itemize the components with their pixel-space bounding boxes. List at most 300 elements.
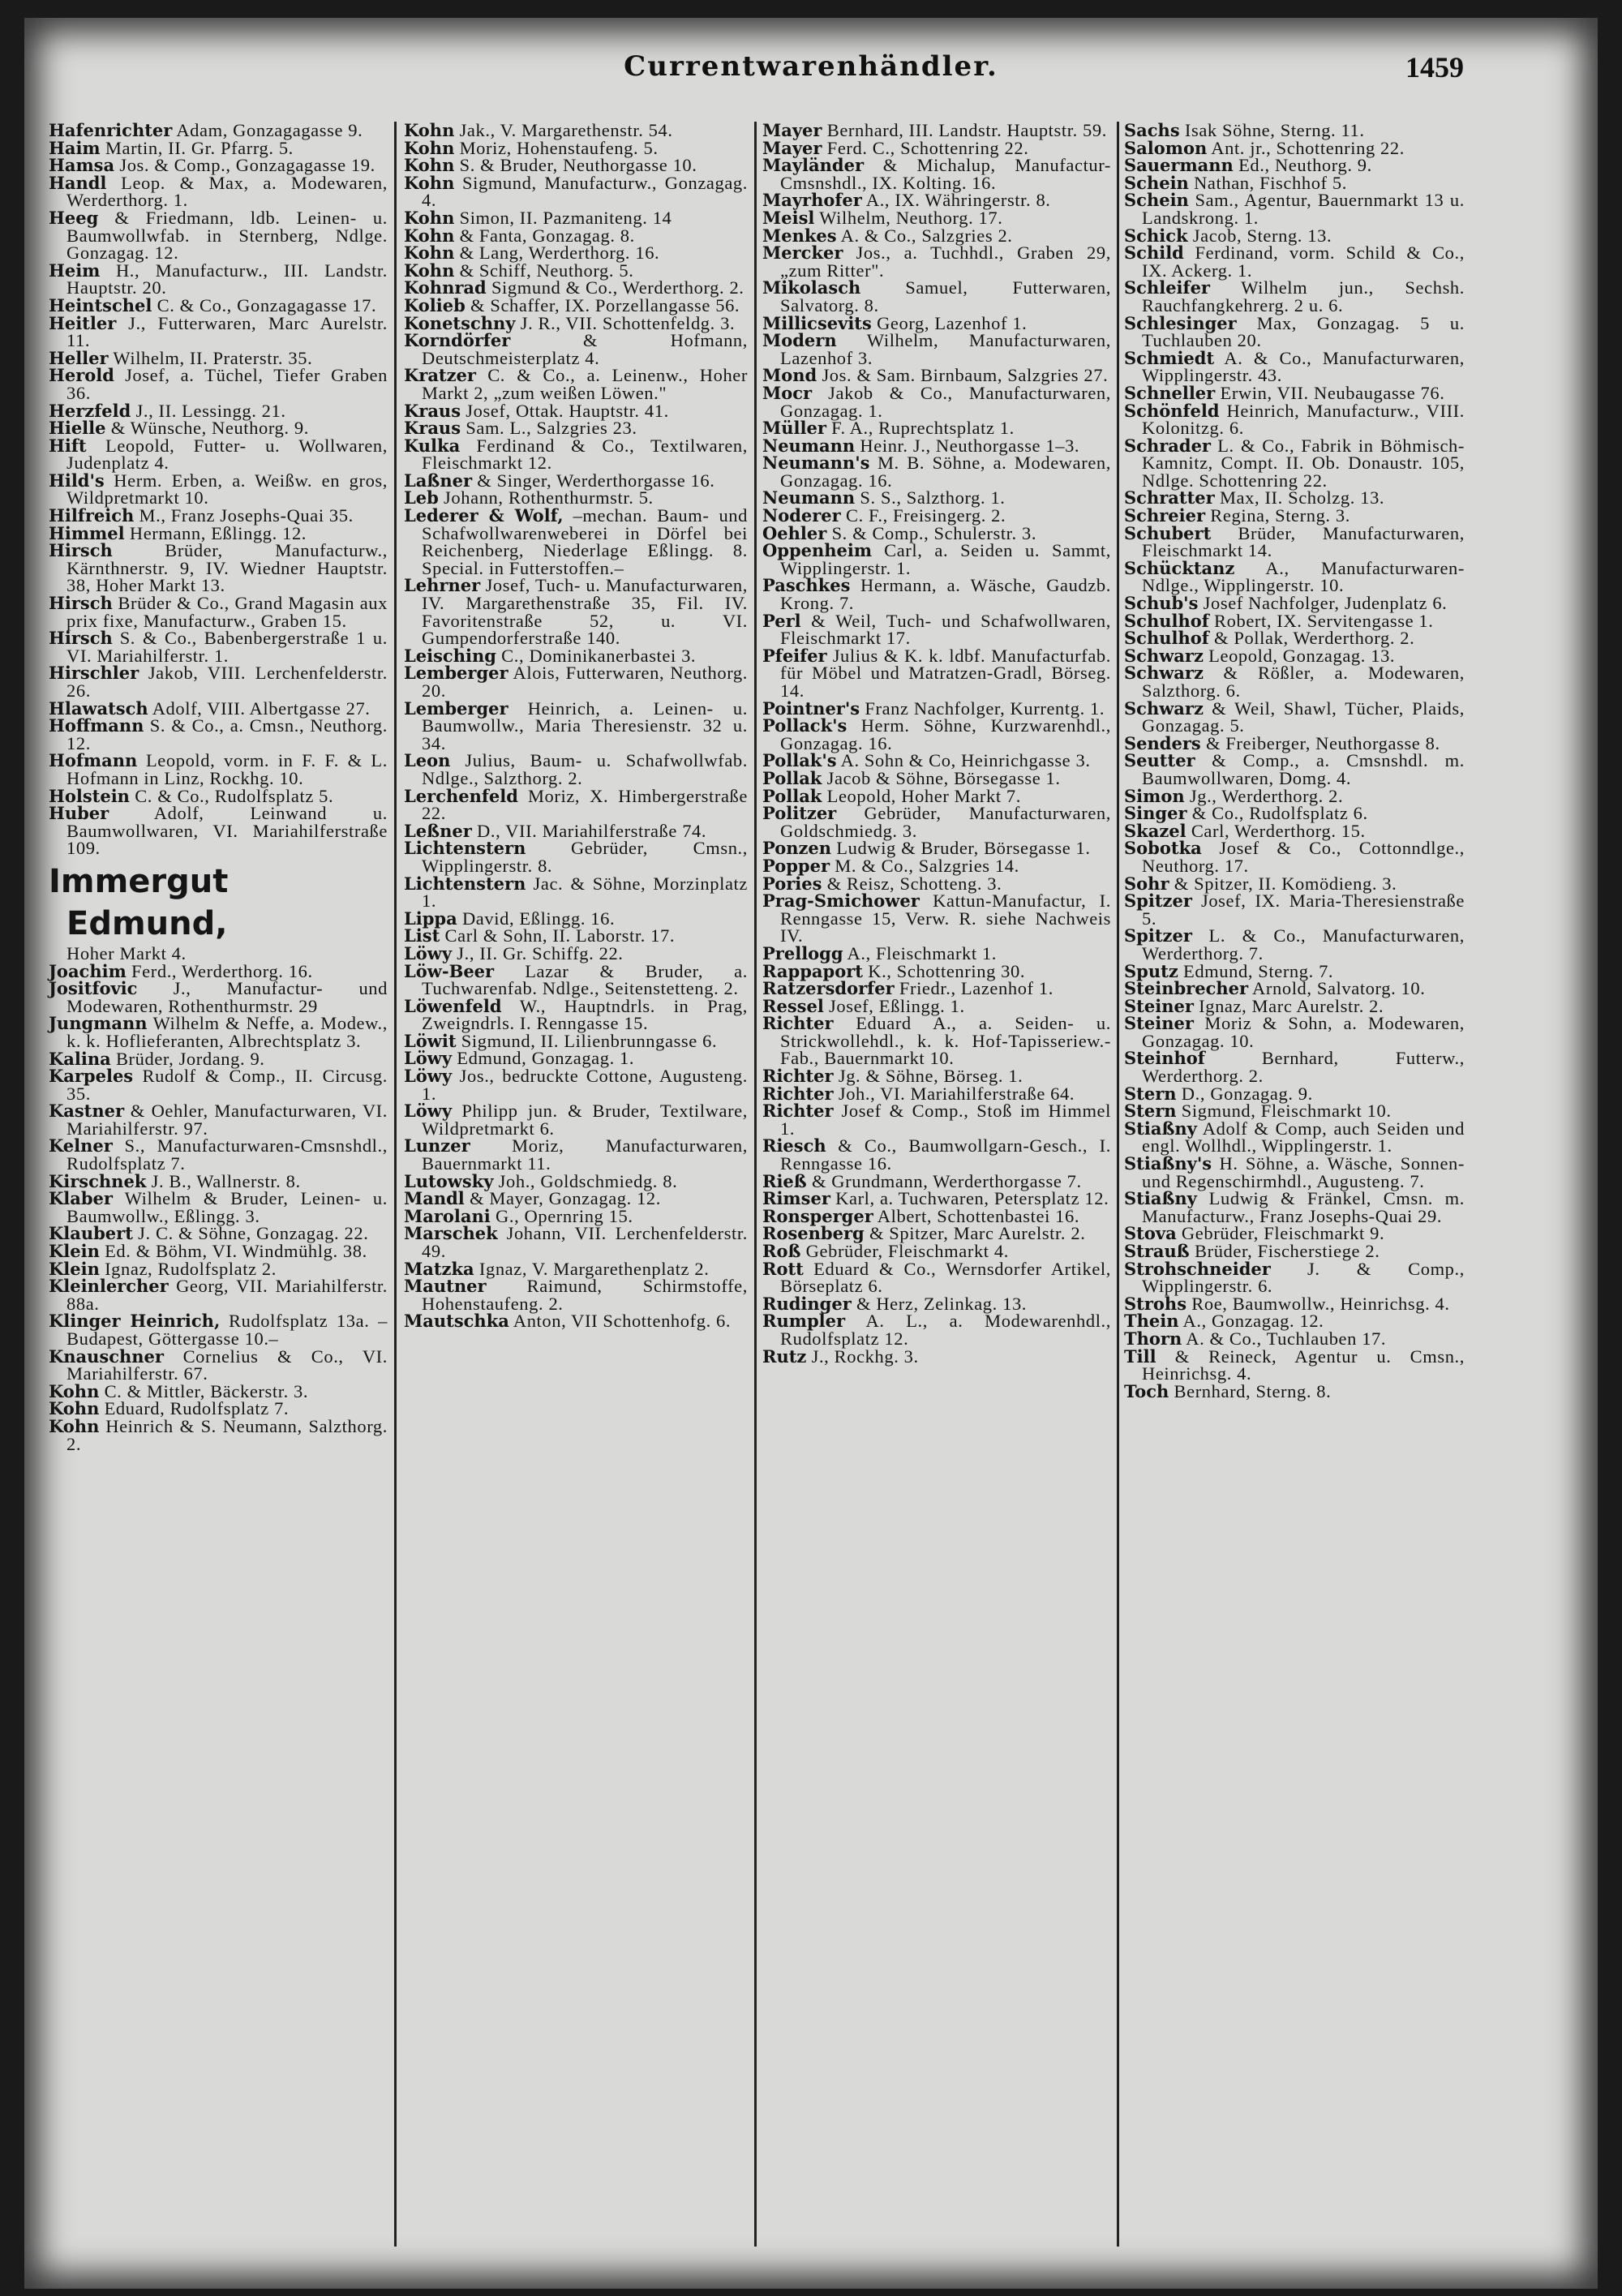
- directory-entry: [49, 1190, 388, 1225]
- entry-details: Julius & K. k. ldbf. Manufacturfab. für Möbel und Matratzen-Gradl, Börseg. 14.: [780, 645, 1111, 701]
- entry-details: & Weil, Tuch- und Schafwollwaren, Fleischmarkt 17.: [780, 610, 1111, 649]
- entry-name: Roß: [762, 1241, 801, 1261]
- section-title: Currentwarenhändler.: [624, 50, 998, 83]
- entry-name: Schleifer: [1124, 277, 1210, 298]
- directory-entry: [762, 279, 1111, 314]
- entry-details: Eduard, Rudolfsplatz 7.: [104, 1398, 290, 1419]
- entry-details: Heinrich, a. Leinen- u. Baumwollw., Maria Theresienstr. 32 u. 34.: [422, 697, 748, 753]
- entry-name: Steiner: [1124, 1013, 1194, 1034]
- directory-entry: [404, 419, 748, 437]
- entry-details: & Singer, Werderthorgasse 16.: [477, 470, 715, 491]
- directory-entry: [1124, 1345, 1465, 1384]
- directory-entry: [762, 542, 1111, 577]
- entry-name: Pollak's: [762, 750, 837, 771]
- entry-details: S. & Comp., Schulerstr. 3.: [831, 522, 1037, 543]
- entry-details: Julius, Baum- u. Schafwollwfab. Ndlge., Salzthorg. 2.: [422, 750, 749, 788]
- entry-details: Erwin, VII. Neubaugasse 76.: [1220, 382, 1445, 403]
- entry-details: S. & Co., a. Cmsn., Neuthorg. 12.: [67, 715, 388, 753]
- entry-details: Ignaz, Marc Aurelstr. 2.: [1199, 995, 1384, 1016]
- entry-details: L. & Co., Manufacturwaren, Werderthorg. 7.: [1142, 925, 1465, 963]
- entry-details: Lazar & Bruder, a. Tuchwarenfab. Ndlge., Seitenstetteng. 2.: [422, 960, 748, 999]
- entry-details: & Lang, Werderthorg. 16.: [459, 242, 660, 264]
- entry-name: Strohschneider: [1124, 1258, 1271, 1279]
- entry-name: Kohn: [49, 1380, 100, 1401]
- directory-entry: [404, 437, 748, 472]
- entry-details: Rudolf & Comp., II. Circusg. 35.: [67, 1066, 388, 1104]
- entry-name: Strauß: [1124, 1241, 1190, 1261]
- entry-details: Isak Söhne, Sterng. 11.: [1184, 120, 1365, 140]
- directory-entry: [404, 402, 748, 420]
- directory-entry: [49, 294, 388, 315]
- entry-name: Mayer: [762, 120, 822, 140]
- directory-entry: [1124, 839, 1465, 874]
- entry-details: & Freiberger, Neuthorgasse 8.: [1205, 732, 1440, 753]
- entry-name: Mikolasch: [762, 277, 861, 298]
- entry-details: Martin, II. Gr. Pfarrg. 5.: [105, 137, 294, 158]
- entry-name: Simon: [1124, 785, 1185, 806]
- directory-entry: [49, 542, 388, 594]
- column-divider: [1117, 122, 1119, 2247]
- directory-entry: [762, 980, 1111, 998]
- entry-details: A. Sohn & Co, Heinrichgasse 3.: [840, 750, 1091, 771]
- entry-details: Brüder, Manufacturwaren, Fleischmarkt 14.: [1142, 522, 1465, 561]
- directory-entry: [762, 612, 1111, 647]
- entry-details: Bernhard, III. Landstr. Hauptstr. 59.: [826, 120, 1107, 140]
- entry-details: Ferd. C., Schottenring 22.: [826, 137, 1029, 158]
- entry-details: S. & Bruder, Neuthorgasse 10.: [459, 155, 697, 176]
- entry-details: J., II. Lessingg. 21.: [135, 400, 286, 421]
- entry-name: Schild: [1124, 242, 1184, 264]
- entry-details: Regina, Sterng. 3.: [1210, 505, 1350, 526]
- directory-entry: [49, 1312, 388, 1347]
- entry-details: Jg., Werderthorg. 2.: [1189, 785, 1344, 806]
- directory-entry: [49, 1170, 388, 1191]
- directory-entry: [1124, 279, 1465, 314]
- entry-name: Strohs: [1124, 1293, 1187, 1314]
- entry-details: Josef, Ottak. Hauptstr. 41.: [466, 400, 669, 421]
- directory-entry: [404, 1260, 748, 1278]
- entry-details: & Michalup, Manufactur-Cmsnshdl., IX. Kolting. 16.: [780, 155, 1112, 193]
- entry-name: Rimser: [762, 1188, 830, 1209]
- entry-details: Brüder, Manufacturw., Kärnthnerstr. 9, IV. Wiedner Hauptstr. 38, Hoher Markt 13.: [67, 540, 388, 596]
- directory-entry: [49, 785, 388, 806]
- entry-name: Richter: [762, 1013, 834, 1034]
- directory-entry: [404, 822, 748, 840]
- entry-details: A. & Co., Salzgries 2.: [840, 225, 1013, 246]
- directory-entry: [404, 647, 748, 665]
- entry-name: Herold: [49, 365, 114, 386]
- directory-entry: [762, 419, 1111, 437]
- entry-name: Joachim: [49, 960, 127, 981]
- directory-entry: [762, 892, 1111, 945]
- entry-name: Heim: [49, 260, 101, 281]
- entry-details: & Reineck, Agentur u. Cmsn., Heinrichsg. 4.: [1142, 1345, 1465, 1384]
- directory-entry: [404, 1137, 748, 1172]
- entry-details: Josef & Comp., Stoß im Himmel 1.: [780, 1101, 1111, 1139]
- directory-entry: [49, 1345, 388, 1384]
- directory-column-1: [49, 122, 388, 2247]
- entry-name: Kleinlercher: [49, 1276, 169, 1297]
- directory-entry: [404, 960, 748, 999]
- directory-entry: [762, 942, 1111, 963]
- directory-entry: [404, 507, 748, 577]
- entry-name: Richter: [762, 1101, 834, 1122]
- entry-details: & Hofmann, Deutschmeisterplatz 4.: [422, 330, 748, 368]
- directory-entry: [762, 122, 1111, 139]
- entry-name: Kohn: [404, 120, 455, 140]
- entry-details: J. & Comp., Wipplingerstr. 6.: [1142, 1258, 1465, 1297]
- entry-details: & Herz, Zelinkag. 13.: [856, 1293, 1028, 1314]
- directory-entry: [1124, 139, 1465, 157]
- entry-details: G., Opernring 15.: [496, 1205, 633, 1226]
- directory-entry: [1124, 312, 1465, 351]
- entry-name: Mautner: [404, 1276, 487, 1297]
- entry-name: Menkes: [762, 225, 837, 246]
- directory-entry: [404, 472, 748, 490]
- directory-entry: [404, 839, 748, 874]
- entry-name: Müller: [762, 418, 826, 439]
- entry-details: Josef, Eßlingg. 1.: [829, 995, 965, 1016]
- directory-entry: [49, 1015, 388, 1049]
- entry-details: & Comp., a. Cmsnshdl. m. Baumwollwaren, Domg. 4.: [1142, 750, 1465, 788]
- entry-name: Leisching: [404, 645, 496, 666]
- directory-entry: [1124, 785, 1465, 806]
- directory-entry: [49, 209, 388, 262]
- directory-entry: [1124, 1380, 1465, 1401]
- directory-entry: [49, 1050, 388, 1068]
- directory-entry: [404, 664, 748, 699]
- directory-entry: [1124, 1330, 1465, 1348]
- directory-entry: [404, 927, 748, 945]
- directory-entry: [404, 157, 748, 174]
- entry-details: Leopold, Gonzagag. 13.: [1208, 645, 1396, 666]
- directory-entry: [762, 697, 1111, 719]
- directory-entry: [404, 174, 748, 209]
- entry-details: Josef, IX. Maria-Theresienstraße 5.: [1142, 891, 1465, 929]
- entry-name: Kraus: [404, 418, 461, 439]
- entry-details: Eduard A., a. Seiden- u. Strickwollehdl., k. k. Hof-Tapisseriew.-Fab., Bauernmarkt 10.: [780, 1013, 1111, 1069]
- entry-details: Brüder & Co., Grand Magasin aux prix fixe, Manufacturw., Graben 15.: [67, 593, 388, 631]
- entry-details: J. C. & Söhne, Gonzagag. 22.: [138, 1223, 369, 1244]
- entry-name: Hafenrichter: [49, 120, 173, 140]
- entry-details: Sigmund & Co., Werderthorg. 2.: [491, 277, 744, 298]
- entry-name: Thorn: [1124, 1328, 1182, 1349]
- directory-entry: [1124, 594, 1465, 612]
- directory-entry: [762, 209, 1111, 227]
- entry-name: Holstein: [49, 785, 130, 806]
- entry-details: & Schiff, Neuthorg. 5.: [459, 260, 634, 281]
- entry-name: Schein: [1124, 190, 1189, 211]
- entry-name: Lichtenstern: [404, 873, 526, 894]
- directory-entry: [762, 312, 1111, 333]
- directory-entry: [762, 244, 1111, 279]
- entry-details: Robert, IX. Servitengasse 1.: [1214, 610, 1434, 631]
- directory-entry: [762, 1067, 1111, 1085]
- entry-name: Schratter: [1124, 487, 1215, 509]
- directory-entry: [404, 332, 748, 367]
- entry-details: Gebrüder, Cmsn., Wipplingerstr. 8.: [422, 838, 748, 876]
- entry-name: Thein: [1124, 1311, 1179, 1332]
- column-divider: [394, 122, 397, 2247]
- column-divider: [754, 122, 757, 2247]
- entry-details: Jos. & Comp., Gonzagagasse 19.: [119, 155, 375, 176]
- entry-details: Roe, Baumwollw., Heinrichsg. 4.: [1191, 1293, 1450, 1314]
- entry-name: Ratzersdorfer: [762, 978, 895, 999]
- entry-name: Hamsa: [49, 155, 115, 176]
- entry-name: Lederer & Wolf,: [404, 505, 564, 526]
- entry-name: Kalina: [49, 1048, 111, 1069]
- entry-name: Kratzer: [404, 365, 476, 386]
- entry-name: Löwy: [404, 942, 453, 963]
- directory-entry: [762, 332, 1111, 367]
- directory-entry: [1124, 980, 1465, 998]
- entry-name: Kohn: [404, 207, 455, 228]
- entry-name: Mautschka: [404, 1311, 509, 1332]
- directory-entry: [762, 1295, 1111, 1313]
- entry-details: Edmund, Gonzagag. 1.: [457, 1048, 635, 1069]
- entry-name: Marolani: [404, 1205, 491, 1226]
- entry-name: Huber: [49, 803, 109, 824]
- directory-entry: [1124, 1048, 1465, 1087]
- entry-name: Heitler: [49, 312, 117, 333]
- directory-entry: [49, 1380, 388, 1401]
- entry-name: Schulhof: [1124, 628, 1209, 649]
- entry-name: Steinhof: [1124, 1048, 1205, 1069]
- entry-name: Salomon: [1124, 137, 1208, 158]
- directory-entry: [49, 174, 388, 209]
- entry-details: Johann, Rothenthurmstr. 5.: [444, 487, 654, 509]
- entry-name: Knauschner: [49, 1345, 164, 1367]
- entry-name: Hlawatsch: [49, 697, 148, 719]
- entry-name: Konetschny: [404, 312, 516, 333]
- entry-name: Lichtenstern: [404, 838, 526, 859]
- entry-name: Heeg: [49, 207, 99, 228]
- entry-details: Ferdinand, vorm. Schild & Co., IX. Ackerg. 1.: [1142, 242, 1465, 281]
- directory-entry: [1124, 697, 1465, 736]
- directory-entry: [49, 347, 388, 368]
- directory-entry: [404, 122, 748, 139]
- directory-entry: [1124, 522, 1465, 561]
- entry-name: List: [404, 925, 440, 946]
- entry-details: Johann, VII. Lerchenfelderstr. 49.: [422, 1223, 748, 1261]
- entry-details: Bernhard, Futterw., Werderthorg. 2.: [1142, 1048, 1465, 1087]
- entry-name: Hift: [49, 435, 87, 456]
- entry-details: Eduard & Co., Wernsdorfer Artikel, Börseplatz 6.: [780, 1258, 1111, 1297]
- entry-details: M. & Co., Salzgries 14.: [835, 855, 1019, 876]
- entry-details: Josef Nachfolger, Judenplatz 6.: [1203, 593, 1448, 614]
- entry-details: Ed., Neuthorg. 9.: [1238, 155, 1372, 176]
- entry-name: Rumpler: [762, 1311, 846, 1332]
- entry-name: Kraus: [404, 400, 461, 421]
- entry-name: Kelner: [49, 1135, 113, 1157]
- directory-entry: [49, 1102, 388, 1137]
- entry-details: M. B. Söhne, a. Modewaren, Gonzagag. 16.: [780, 453, 1111, 491]
- directory-entry: [1124, 960, 1465, 981]
- directory-entry: [49, 697, 388, 719]
- entry-name: Kohn: [49, 1398, 100, 1419]
- entry-name: Mayländer: [762, 155, 865, 176]
- directory-entry: [762, 522, 1111, 543]
- entry-details: Herm. Söhne, Kurzwarenhdl., Gonzagag. 16.: [780, 715, 1111, 753]
- entry-name: Lutowsky: [404, 1170, 494, 1191]
- entry-details: Jakob, VIII. Lerchenfelderstr. 26.: [67, 663, 388, 701]
- entry-name: Ressel: [762, 995, 824, 1016]
- entry-details: Leopold, vorm. in F. F. & L. Hofmann in Linz, Rockhg. 10.: [67, 750, 388, 788]
- directory-entry: [762, 1312, 1111, 1347]
- entry-details: & Reisz, Schotteng. 3.: [826, 873, 1002, 894]
- directory-entry: [762, 437, 1111, 455]
- directory-entry: [1124, 822, 1465, 840]
- directory-entry: [404, 244, 748, 262]
- entry-details: Arnold, Salvatorg. 10.: [1252, 978, 1426, 999]
- entry-details: Heinrich & S. Neumann, Salzthorg. 2.: [67, 1415, 388, 1454]
- entry-name: Löwit: [404, 1030, 457, 1051]
- directory-entry: [404, 785, 748, 824]
- entry-details: Adolf, VIII. Albertgasse 27.: [152, 697, 371, 719]
- entry-details: A., IX. Währingerstr. 8.: [865, 190, 1051, 211]
- directory-entry: [1124, 629, 1465, 647]
- directory-entry: [1124, 1155, 1465, 1190]
- directory-entry: [762, 1242, 1111, 1260]
- entry-name: Hoffmann: [49, 715, 144, 736]
- entry-name: Kolieb: [404, 294, 466, 315]
- entry-details: Anton, VII Schottenhofg. 6.: [513, 1311, 732, 1332]
- directory-entry: [1124, 927, 1465, 962]
- directory-entry: [404, 1277, 748, 1312]
- entry-details: Georg, Lazenhof 1.: [877, 312, 1028, 333]
- entry-details: Sigmund, Fleischmarkt 10.: [1181, 1101, 1392, 1122]
- entry-name: Kirschnek: [49, 1170, 147, 1191]
- directory-entry: [49, 472, 388, 507]
- entry-name: Skazel: [1124, 820, 1186, 841]
- entry-details: F. A., Ruprechtsplatz 1.: [831, 418, 1015, 439]
- entry-name: Kohn: [404, 260, 455, 281]
- entry-details: & Rößler, a. Modewaren, Salzthorg. 6.: [1142, 663, 1465, 701]
- entry-name: Leon: [404, 750, 451, 771]
- entry-details: Adolf & Comp, auch Seiden und engl. Wollhdl., Wipplingerstr. 1.: [1142, 1118, 1465, 1157]
- directory-entry: [49, 594, 388, 629]
- entry-details: Franz Nachfolger, Kurrentg. 1.: [865, 697, 1105, 719]
- entry-name: Steiner: [1124, 995, 1194, 1016]
- directory-entry: [404, 279, 748, 297]
- directory-entry: [404, 262, 748, 280]
- entry-name: Schubert: [1124, 522, 1212, 543]
- directory-entry: [762, 191, 1111, 209]
- entry-name: Mayer: [762, 137, 822, 158]
- entry-name: Hilfreich: [49, 505, 135, 526]
- entry-details: H., Manufacturw., III. Landstr. Hauptstr. 20.: [67, 260, 388, 298]
- directory-entry: [1124, 1312, 1465, 1330]
- entry-name: Rosenberg: [762, 1223, 865, 1244]
- entry-details: S. & Co., Babenbergerstraße 1 u. VI. Mariahilferstr. 1.: [67, 628, 388, 666]
- directory-entry: [404, 575, 748, 649]
- directory-entry: [762, 367, 1111, 384]
- entry-details: Sigmund, II. Lilienbrunngasse 6.: [461, 1030, 718, 1051]
- directory-entry: [404, 697, 748, 753]
- directory-entry: [49, 860, 388, 963]
- entry-name: Löwy: [404, 1101, 453, 1122]
- entry-name: Sobotka: [1124, 838, 1202, 859]
- entry-name: Richter: [762, 1083, 834, 1104]
- entry-details: & Wünsche, Neuthorg. 9.: [110, 418, 309, 439]
- entry-details: Albert, Schottenbastei 16.: [877, 1205, 1080, 1226]
- entry-name: Klinger Heinrich,: [49, 1311, 221, 1332]
- directory-entry: [762, 1102, 1111, 1137]
- entry-name: Schneller: [1124, 382, 1216, 403]
- directory-entry: [1124, 1085, 1465, 1103]
- entry-name: Rott: [762, 1258, 804, 1279]
- entry-details: A., Gonzagag. 12.: [1182, 1311, 1324, 1332]
- entry-name: Jositfovic: [49, 978, 138, 999]
- entry-name: Kohnrad: [404, 277, 487, 298]
- directory-entry: [762, 1170, 1111, 1191]
- entry-details: Moriz, Manufacturwaren, Bauernmarkt 11.: [422, 1135, 748, 1174]
- entry-name: Riesch: [762, 1135, 826, 1157]
- entry-details: & Oehler, Manufacturwaren, VI. Mariahilferstr. 97.: [67, 1101, 388, 1139]
- entry-details: Moriz, X. Himbergerstraße 22.: [422, 785, 748, 824]
- directory-entry: [1124, 732, 1465, 753]
- entry-name: Neumann: [762, 487, 856, 509]
- directory-entry: [404, 1049, 748, 1067]
- directory-entry: [49, 1067, 388, 1102]
- directory-entry: [49, 139, 388, 157]
- directory-entry: [49, 262, 388, 297]
- entry-name: Löwy: [404, 1066, 453, 1087]
- directory-entry: [1124, 875, 1465, 893]
- directory-entry: [49, 1225, 388, 1242]
- entry-name: Stern: [1124, 1083, 1177, 1104]
- directory-entry: [49, 1400, 388, 1418]
- directory-entry: [762, 139, 1111, 157]
- entry-details: Wilhelm, Neuthorg. 17.: [819, 207, 1003, 228]
- directory-entry: [1124, 244, 1465, 279]
- entry-name: Schwarz: [1124, 697, 1204, 719]
- entry-details: Ant. jr., Schottenring 22.: [1211, 137, 1405, 158]
- entry-details: Moriz & Sohn, a. Modewaren, Gonzagag. 10.: [1142, 1013, 1465, 1051]
- entry-name: Marschek: [404, 1223, 498, 1244]
- directory-entry: [1124, 1225, 1465, 1242]
- entry-name: Mocr: [762, 382, 813, 403]
- entry-name: Kastner: [49, 1101, 125, 1122]
- directory-entry: [404, 1312, 748, 1330]
- entry-details: A. & Co., Tuchlauben 17.: [1186, 1328, 1387, 1349]
- directory-entry: [404, 1205, 748, 1226]
- entry-name: Schwarz: [1124, 645, 1204, 666]
- entry-details: Carl, a. Seiden u. Sammt, Wipplingerstr. 1.: [780, 540, 1111, 578]
- directory-entry: [1124, 384, 1465, 402]
- directory-entry: [1124, 892, 1465, 927]
- directory-entry: [404, 875, 748, 910]
- entry-details: Samuel, Futterwaren, Salvatorg. 8.: [780, 277, 1111, 315]
- directory-entry: [762, 875, 1111, 893]
- entry-name: Jungmann: [49, 1013, 148, 1034]
- entry-name: Löw-Beer: [404, 960, 495, 981]
- entry-name: Mercker: [762, 242, 843, 264]
- entry-name: Hirsch: [49, 540, 113, 561]
- directory-entry: [1124, 805, 1465, 822]
- directory-entry: [762, 995, 1111, 1016]
- directory-entry: [49, 1415, 388, 1454]
- entry-name: Millicsevits: [762, 312, 872, 333]
- directory-entry: [404, 910, 748, 928]
- directory-entry: [762, 157, 1111, 191]
- directory-entry: [49, 1277, 388, 1312]
- directory-entry: [762, 577, 1111, 612]
- directory-entry: [49, 629, 388, 664]
- entry-details: Karl, a. Tuchwaren, Petersplatz 12.: [835, 1188, 1109, 1209]
- entry-details: Josef, Tuch- u. Manufacturwaren, IV. Margarethenstraße 35, Fil. IV. Favoritenstraße 52, u. VI. Gumpendorferstraße 140.: [422, 575, 748, 649]
- entry-name: Karpeles: [49, 1066, 134, 1087]
